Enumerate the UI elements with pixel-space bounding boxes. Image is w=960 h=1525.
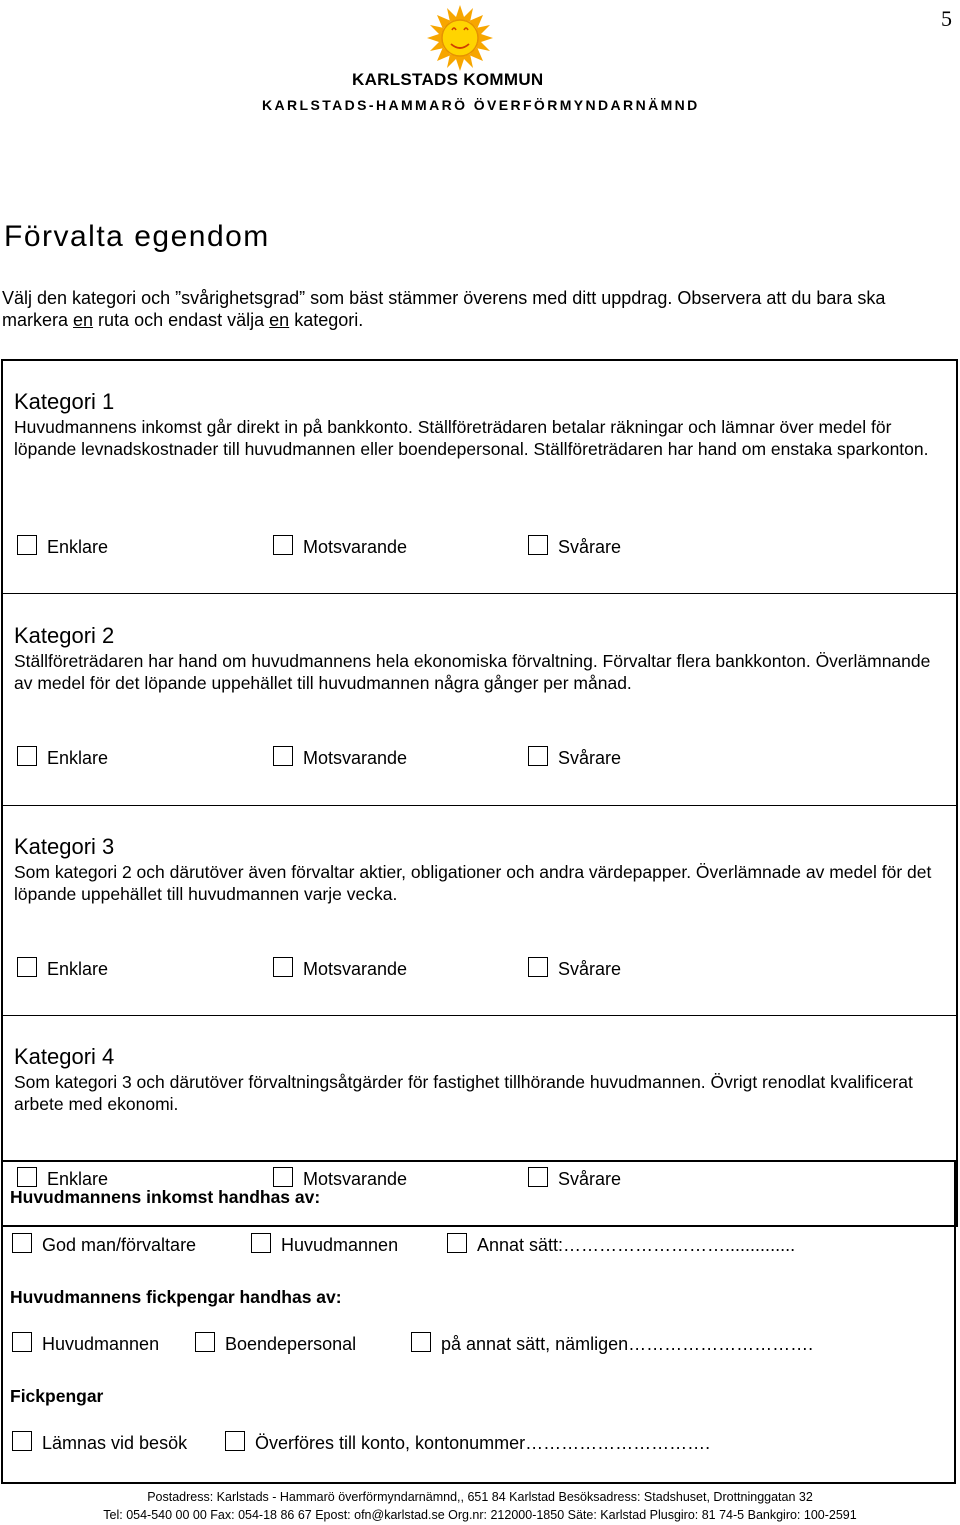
option-motsvarande[interactable]: Motsvarande xyxy=(273,535,407,558)
category-description: Huvudmannens inkomst går direkt in på bankkonto. Ställföreträdaren betalar räkningar och lämnar över medel för löpande levnadskostnader till huvudmannen eller boendepersonal. Ställföreträdaren har hand om enstaka sparkonton. xyxy=(14,417,929,459)
checkbox[interactable] xyxy=(195,1332,215,1352)
category-row xyxy=(3,624,956,806)
income-option-huvudmannen[interactable]: Huvudmannen xyxy=(251,1233,398,1256)
footer-contact: Tel: 054-540 00 00 Fax: 054-18 86 67 Epost: ofn@karlstad.se Org.nr: 212000-1850 Säte: Karlstad Plusgiro: 81 74-5 Bankgiro: 100-2591 xyxy=(103,1508,857,1522)
checkbox[interactable] xyxy=(225,1431,245,1451)
checkbox[interactable] xyxy=(17,957,37,977)
checkbox[interactable] xyxy=(528,746,548,766)
category-title: Kategori 3 xyxy=(14,834,115,859)
checkbox[interactable] xyxy=(12,1332,32,1352)
category-table xyxy=(1,359,958,1227)
category-title: Kategori 1 xyxy=(14,389,115,414)
option-svarare[interactable]: Svårare xyxy=(528,957,621,980)
checkbox[interactable] xyxy=(528,535,548,555)
footer-address: Postadress: Karlstads - Hammarö överförmyndarnämnd,, 651 84 Karlstad Besöksadress: Stadshuset, Drottninggatan 32 xyxy=(147,1490,813,1504)
option-svarare[interactable]: Svårare xyxy=(528,746,621,769)
checkbox[interactable] xyxy=(17,746,37,766)
sun-logo-icon xyxy=(420,4,500,74)
checkbox[interactable] xyxy=(273,957,293,977)
category-description: Ställföreträdaren har hand om huvudmannens hela ekonomiska förvaltning. Förvaltar flera bankkonton. Överlämnande av medel för det löpande uppehället till huvudmannen några gånger per månad. xyxy=(14,651,931,693)
pocket-money-heading: Huvudmannens fickpengar handhas av: xyxy=(10,1287,342,1307)
checkbox[interactable] xyxy=(447,1233,467,1253)
pocket-option-huvudmannen[interactable]: Huvudmannen xyxy=(12,1332,159,1355)
checkbox[interactable] xyxy=(273,746,293,766)
income-option-god-man[interactable]: God man/förvaltare xyxy=(12,1233,196,1256)
department-name: KARLSTADS-HAMMARÖ ÖVERFÖRMYNDARNÄMND xyxy=(262,97,700,113)
checkbox[interactable] xyxy=(12,1233,32,1253)
fickpengar-option-besok[interactable]: Lämnas vid besök xyxy=(12,1431,187,1454)
fickpengar-option-konto[interactable]: Överföres till konto, kontonummer…………………………. xyxy=(225,1431,710,1454)
option-motsvarande[interactable]: Motsvarande xyxy=(273,1167,407,1190)
checkbox[interactable] xyxy=(273,535,293,555)
checkbox[interactable] xyxy=(528,957,548,977)
option-motsvarande[interactable]: Motsvarande xyxy=(273,746,407,769)
checkbox[interactable] xyxy=(251,1233,271,1253)
checkbox[interactable] xyxy=(17,535,37,555)
option-enklare[interactable]: Enklare xyxy=(17,746,108,769)
checkbox[interactable] xyxy=(411,1332,431,1352)
option-enklare[interactable]: Enklare xyxy=(17,535,108,558)
handling-table xyxy=(1,1160,956,1484)
instructions: Välj den kategori och ”svårighetsgrad” som bäst stämmer överens med ditt uppdrag. Observera att du bara ska markera en ruta och endast välja en kategori. xyxy=(2,288,886,330)
category-row xyxy=(3,835,956,1016)
option-motsvarande[interactable]: Motsvarande xyxy=(273,957,407,980)
checkbox[interactable] xyxy=(12,1431,32,1451)
pocket-option-annat[interactable]: på annat sätt, nämligen…………………………. xyxy=(411,1332,813,1355)
category-row xyxy=(3,390,956,594)
pocket-option-boendepersonal[interactable]: Boendepersonal xyxy=(195,1332,356,1355)
income-option-annat[interactable]: Annat sätt:……………………….............. xyxy=(447,1233,795,1256)
option-enklare[interactable]: Enklare xyxy=(17,957,108,980)
option-svarare[interactable]: Svårare xyxy=(528,535,621,558)
category-description: Som kategori 3 och därutöver förvaltningsåtgärder för fastighet tillhörande huvudmannen. Övrigt renodlat kvalificerat arbete med ekonomi. xyxy=(14,1072,913,1114)
category-title: Kategori 4 xyxy=(14,1044,115,1069)
fickpengar-heading: Fickpengar xyxy=(10,1386,104,1406)
page-number: 5 xyxy=(941,6,952,31)
category-title: Kategori 2 xyxy=(14,623,115,648)
option-svarare[interactable]: Svårare xyxy=(528,1167,621,1190)
income-heading: Huvudmannens inkomst handhas av: xyxy=(10,1187,321,1207)
category-description: Som kategori 2 och därutöver även förvaltar aktier, obligationer och andra värdepapper. Överlämnade av medel för det löpande uppehället till huvudmannen varje vecka. xyxy=(14,862,932,904)
page-title: Förvalta egendom xyxy=(4,220,270,253)
option-enklare[interactable]: Enklare xyxy=(17,1167,108,1190)
